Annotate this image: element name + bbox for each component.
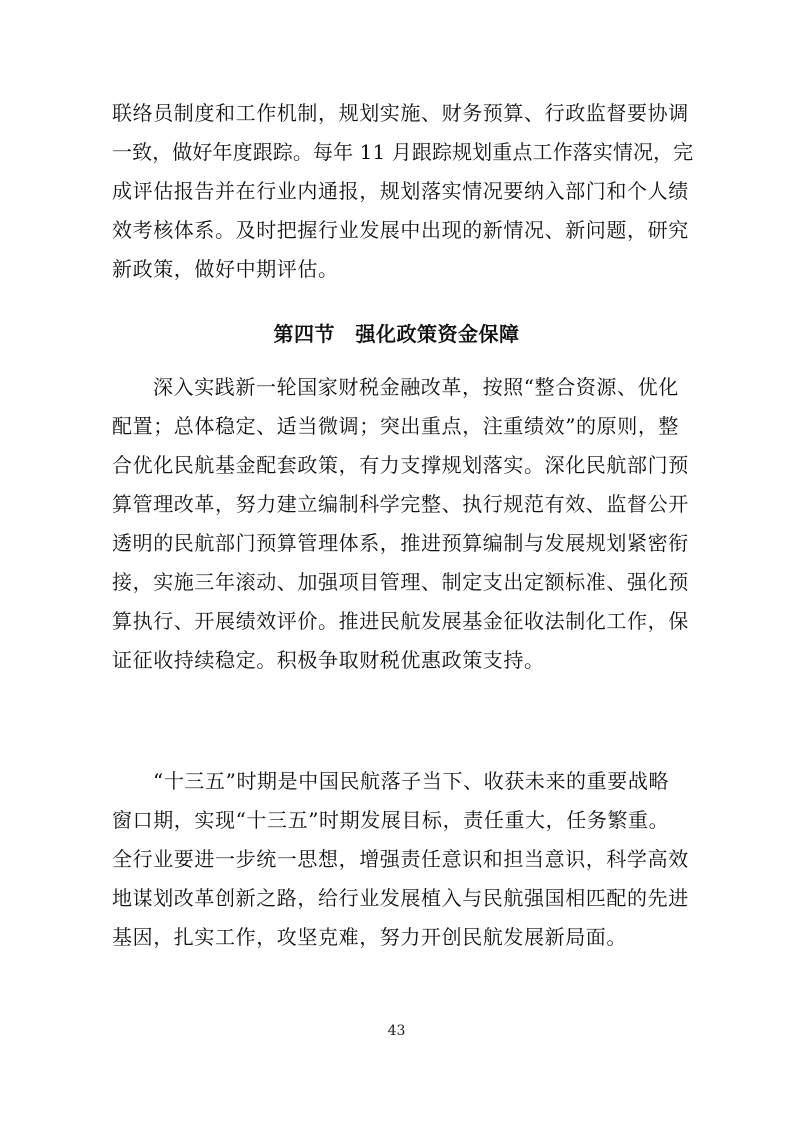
paragraph-line: 算执行、开展绩效评价。推进民航发展基金征收法制化工作，保 [112, 609, 689, 633]
paragraph-line: 证征收持续稳定。积极争取财税优惠政策支持。 [112, 648, 545, 672]
paragraph-line: 一致，做好年度跟踪。每年 11 月跟踪规划重点工作落实情况，完 [112, 140, 694, 164]
paragraph-line: 窗口期，实现“十三五”时期发展目标，责任重大，任务繁重。 [112, 808, 670, 832]
paragraph-line: 算管理改革，努力建立编制科学完整、执行规范有效、监督公开 [112, 492, 689, 516]
paragraph-line: 接，实施三年滚动、加强项目管理、制定支出定额标准、强化预 [112, 570, 689, 594]
paragraph-line: 配置；总体稳定、适当微调；突出重点，注重绩效”的原则，整 [112, 414, 680, 438]
paragraph-line: 新政策，做好中期评估。 [112, 257, 339, 281]
page-number: 43 [387, 1023, 406, 1039]
paragraph-line: 基因，扎实工作，攻坚克难，努力开创民航发展新局面。 [112, 925, 627, 949]
paragraph-line: 透明的民航部门预算管理体系，推进预算编制与发展规划紧密衔 [112, 531, 689, 555]
section-heading: 第四节 强化政策资金保障 [273, 322, 520, 346]
paragraph-line: 地谋划改革创新之路，给行业发展植入与民航强国相匹配的先进 [112, 886, 689, 910]
paragraph-line: 深入实践新一轮国家财税金融改革，按照“整合资源、优化 [153, 375, 679, 399]
paragraph-line: 效考核体系。及时把握行业发展中出现的新情况、新问题，研究 [112, 218, 689, 242]
paragraph-line: 联络员制度和工作机制，规划实施、财务预算、行政监督要协调 [112, 101, 689, 125]
paragraph-line: 全行业要进一步统一思想，增强责任意识和担当意识，科学高效 [112, 847, 689, 871]
paragraph-line: “十三五”时期是中国民航落子当下、收获未来的重要战略 [153, 769, 670, 793]
paragraph-line: 成评估报告并在行业内通报，规划落实情况要纳入部门和个人绩 [112, 179, 689, 203]
paragraph-line: 合优化民航基金配套政策，有力支撑规划落实。深化民航部门预 [112, 453, 689, 477]
